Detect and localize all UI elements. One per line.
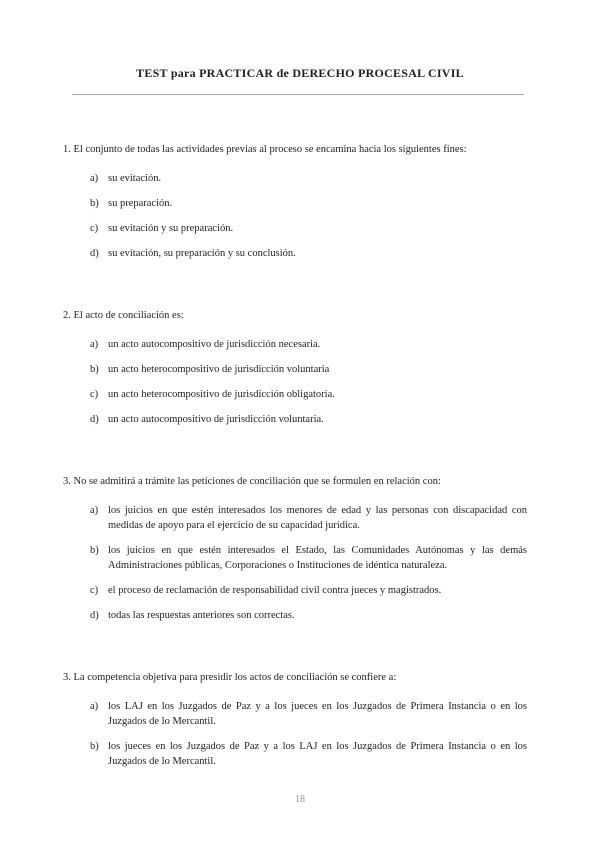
option-letter: a) (90, 173, 99, 184)
question-number: 3. (63, 476, 71, 487)
option-letter: b) (90, 198, 99, 209)
option-row (63, 362, 527, 377)
question-stem-text: El conjunto de todas las actividades previas al proceso se encamina hacia los siguientes fines: (73, 144, 467, 155)
option-text: un acto autocompositivo de jurisdicción voluntaria. (108, 414, 324, 425)
option-letter: b) (90, 364, 99, 375)
option-text: los LAJ en los Juzgados de Paz y a los jueces en los Juzgados de Primera Instancia o en los Juzgados de lo Mercantil. (108, 701, 527, 727)
option-letter: b) (90, 741, 99, 752)
option-row (63, 337, 527, 352)
option-letter: c) (90, 389, 99, 400)
option-text: los juicios en que estén interesados los menores de edad y las personas con discapacidad con medidas de apoyo para el ejercicio de su capacidad jurídica. (108, 505, 527, 531)
question-stem (63, 670, 527, 685)
option-letter: b) (90, 545, 99, 556)
page-number: 18 (295, 794, 305, 805)
option-row (63, 221, 527, 236)
option-row (63, 739, 527, 769)
option-text: un acto heterocompositivo de jurisdicción obligatoria. (108, 389, 335, 400)
questions-area (0, 142, 600, 769)
question-stem-text: No se admitirá a trámite las peticiones de conciliación que se formulen en relación con: (73, 476, 441, 487)
option-text: su evitación y su preparación. (108, 223, 234, 234)
option-letter: a) (90, 505, 99, 516)
option-text: su evitación, su preparación y su conclusión. (108, 248, 296, 259)
question-block (63, 308, 527, 427)
option-text: todas las respuestas anteriores son correctas. (108, 610, 295, 621)
option-row (63, 583, 527, 598)
option-letter: c) (90, 585, 99, 596)
option-letter: d) (90, 248, 99, 259)
option-letter: d) (90, 610, 99, 621)
option-row (63, 412, 527, 427)
option-row (63, 503, 527, 533)
option-letter: a) (90, 701, 99, 712)
option-text: su evitación. (108, 173, 162, 184)
option-text: un acto heterocompositivo de jurisdicción voluntaria (108, 364, 330, 375)
option-letter: a) (90, 339, 99, 350)
option-row (63, 196, 527, 211)
option-text: su preparación. (108, 198, 173, 209)
option-row (63, 171, 527, 186)
option-text: los jueces en los Juzgados de Paz y a los LAJ en los Juzgados de Primera Instancia o en los Juzgados de lo Mercantil. (108, 741, 527, 767)
option-row (63, 608, 527, 623)
option-row (63, 387, 527, 402)
option-row (63, 246, 527, 261)
option-letter: c) (90, 223, 99, 234)
question-stem-text: El acto de conciliación es: (73, 310, 184, 321)
option-letter: d) (90, 414, 99, 425)
question-block (63, 670, 527, 769)
question-number: 3. (63, 672, 71, 683)
page-title: TEST para PRACTICAR de DERECHO PROCESAL CIVIL (136, 66, 464, 80)
question-stem-text: La competencia objetiva para presidir los actos de conciliación se confiere a: (73, 672, 397, 683)
option-row (63, 543, 527, 573)
question-number: 2. (63, 310, 71, 321)
question-block (63, 474, 527, 623)
title-divider (72, 94, 524, 95)
option-row (63, 699, 527, 729)
question-stem (63, 308, 527, 323)
question-number: 1. (63, 144, 71, 155)
question-block (63, 142, 527, 261)
question-stem (63, 474, 527, 489)
question-stem (63, 142, 527, 157)
option-text: los juicios en que estén interesados el Estado, las Comunidades Autónomas y las demás Administraciones públicas, Corporaciones o Instituciones de idéntica naturaleza. (108, 545, 527, 571)
option-text: el proceso de reclamación de responsabilidad civil contra jueces y magistrados. (108, 585, 442, 596)
option-text: un acto autocompositivo de jurisdicción necesaria. (108, 339, 321, 350)
